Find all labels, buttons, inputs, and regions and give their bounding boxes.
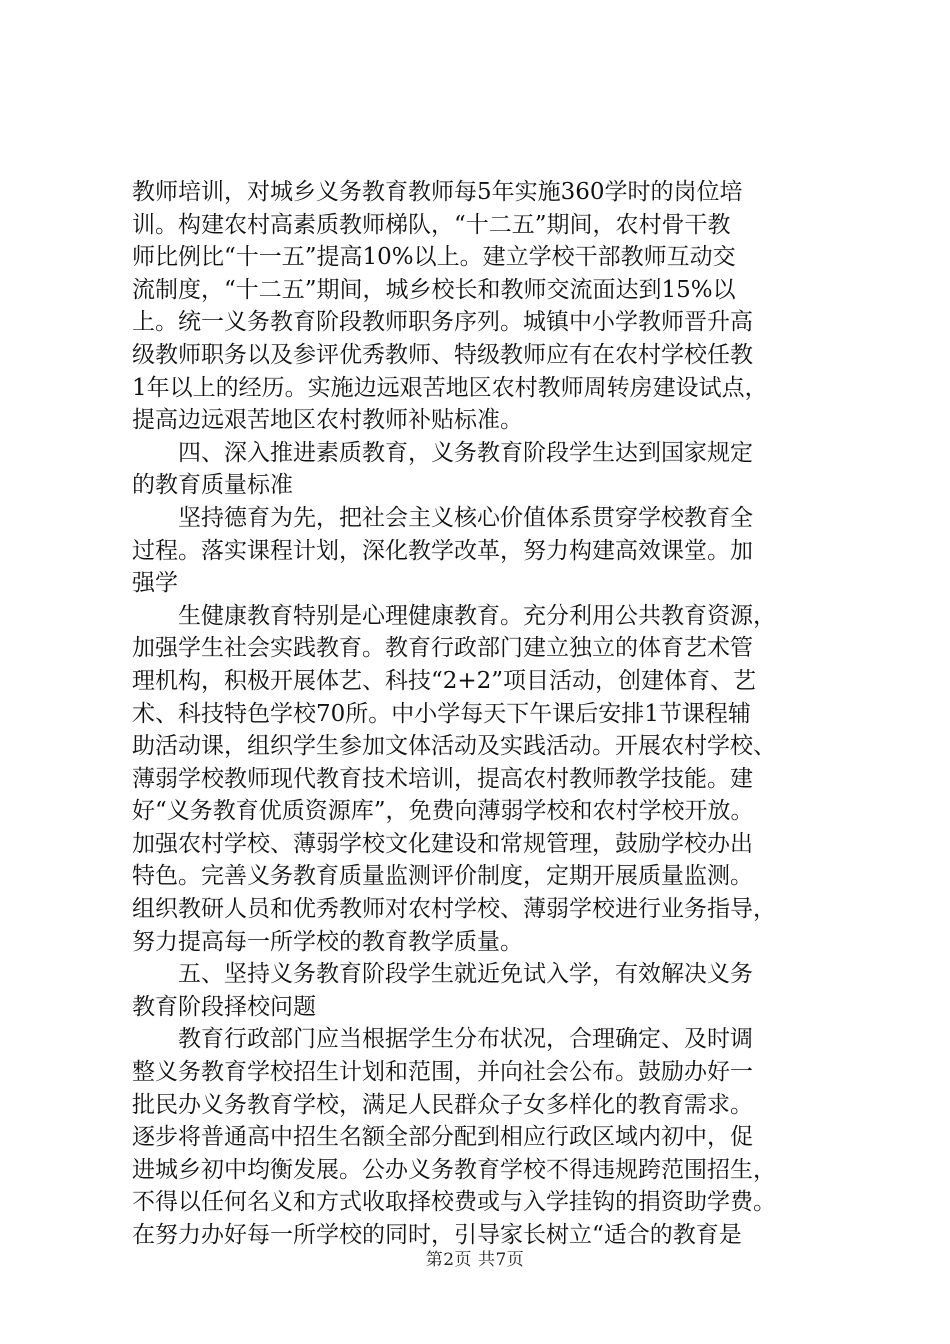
text-line: 助活动课，组织学生参加文体活动及实践活动。开展农村学校、 bbox=[132, 733, 776, 760]
text-line: 过程。落实课程计划，深化教学改革，努力构建高效课堂。加 bbox=[132, 537, 753, 564]
text-line: 级教师职务以及参评优秀教师、特级教师应有在农村学校任教 bbox=[132, 341, 753, 368]
text-line: 强学 bbox=[132, 570, 178, 597]
text-line: 特色。完善义务教育质量监测评价制度，定期开展质量监测。 bbox=[132, 863, 753, 890]
text-line: 不得以任何名义和方式收取择校费或与入学挂钩的捐资助学费。 bbox=[132, 1189, 776, 1216]
text-line: 进城乡初中均衡发展。公办义务教育学校不得违规跨范围招生， bbox=[132, 1156, 776, 1183]
text-line: 理机构，积极开展体艺、科技“2+2”项目活动，创建体育、艺 bbox=[132, 667, 757, 694]
text-line: 批民办义务教育学校，满足人民群众子女多样化的教育需求。 bbox=[132, 1091, 753, 1118]
text-line: 提高边远艰苦地区农村教师补贴标准。 bbox=[132, 407, 523, 434]
page-footer: 第2页 共7页 bbox=[425, 1250, 525, 1270]
text-line: 流制度，“十二五”期间，城乡校长和教师交流面达到15%以 bbox=[132, 276, 736, 303]
text-line: 五、坚持义务教育阶段学生就近免试入学，有效解决义务 bbox=[132, 961, 753, 988]
text-line: 薄弱学校教师现代教育技术培训，提高农村教师教学技能。建 bbox=[132, 765, 753, 792]
text-line: 上。统一义务教育阶段教师职务序列。城镇中小学教师晋升高 bbox=[132, 309, 753, 336]
text-line: 教师培训，对城乡义务教育教师每5年实施360学时的岗位培 bbox=[132, 179, 743, 205]
text-line: 生健康教育特别是心理健康教育。充分利用公共教育资源， bbox=[132, 602, 776, 629]
text-line: 在努力办好每一所学校的同时，引导家长树立“适合的教育是 bbox=[132, 1222, 742, 1248]
text-line: 逐步将普通高中招生名额全部分配到相应行政区域内初中，促 bbox=[132, 1124, 753, 1151]
text-line: 教育行政部门应当根据学生分布状况，合理确定、及时调 bbox=[132, 1026, 753, 1053]
text-line: 加强农村学校、薄弱学校文化建设和常规管理，鼓励学校办出 bbox=[132, 830, 753, 857]
text-line: 四、深入推进素质教育，义务教育阶段学生达到国家规定 bbox=[132, 439, 753, 466]
text-line: 好“义务教育优质资源库”，免费向薄弱学校和农村学校开放。 bbox=[132, 798, 754, 825]
text-line: 组织教研人员和优秀教师对农村学校、薄弱学校进行业务指导， bbox=[132, 896, 776, 923]
text-line: 1年以上的经历。实施边远艰苦地区农村教师周转房建设试点， bbox=[132, 374, 768, 401]
text-line: 坚持德育为先，把社会主义核心价值体系贯穿学校教育全 bbox=[132, 504, 753, 531]
text-line: 教育阶段择校问题 bbox=[132, 993, 316, 1020]
text-line: 术、科技特色学校70所。中小学每天下午课后安排1节课程辅 bbox=[132, 700, 751, 727]
text-line: 训。构建农村高素质教师梯队，“十二五”期间，农村骨干教 bbox=[132, 211, 731, 238]
text-line: 师比例比“十一五”提高10%以上。建立学校干部教师互动交 bbox=[132, 244, 736, 271]
text-line: 的教育质量标准 bbox=[132, 472, 293, 499]
body-text bbox=[132, 176, 832, 1252]
text-line: 整义务教育学校招生计划和范围，并向社会公布。鼓励办好一 bbox=[132, 1059, 753, 1086]
text-line: 加强学生社会实践教育。教育行政部门建立独立的体育艺术管 bbox=[132, 635, 753, 662]
text-line: 努力提高每一所学校的教育教学质量。 bbox=[132, 928, 523, 955]
